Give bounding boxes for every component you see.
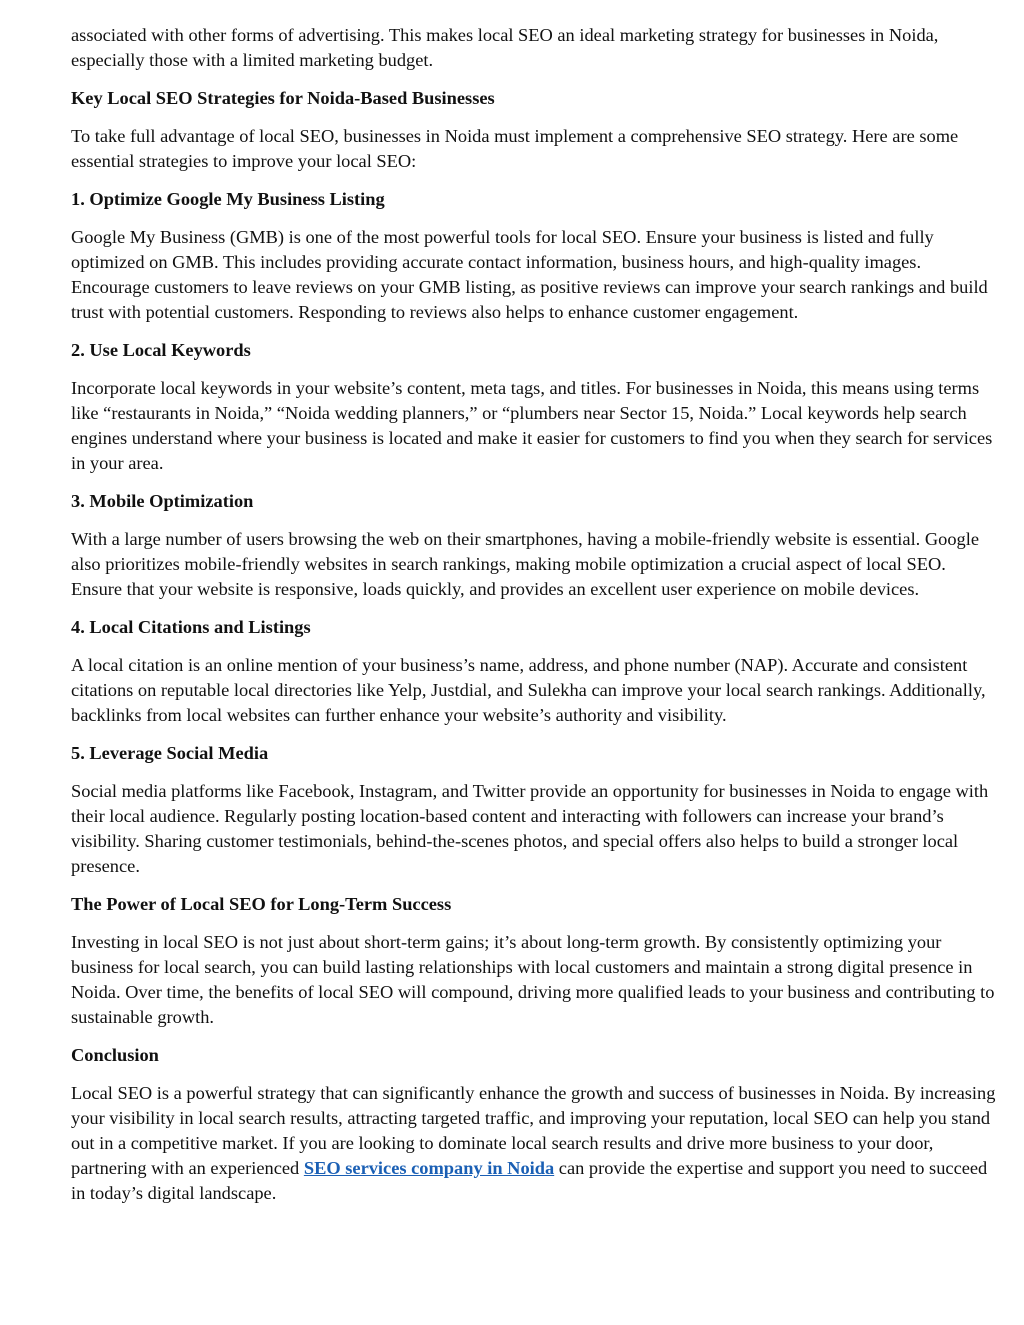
power-paragraph: Investing in local SEO is not just about short-term gains; it’s about long-term growth. By consistently optimizing your business for local search, you can build lasting relationships with local customers and maintain a strong digital presence in Noida. Over time, the benefits of local SEO will compound, driving more qualified leads to your business and contributing to sustainable growth. [71,932,995,1027]
section-body-mobile: With a large number of users browsing the web on their smartphones, having a mobile-friendly website is essential. Google also prioritizes mobile-friendly websites in search rankings, making mobile optimization a crucial aspect of local SEO. Ensure that your website is responsive, loads quickly, and provides an excellent user experience on mobile devices. [71,529,980,599]
power-heading: The Power of Local SEO for Long-Term Success [71,894,452,914]
strategies-heading: Key Local SEO Strategies for Noida-Based Businesses [71,88,495,108]
conclusion-paragraph [71,1081,1001,1206]
section-heading-mobile: 3. Mobile Optimization [71,491,254,511]
section-body-citations: A local citation is an online mention of your business’s name, address, and phone number (NAP). Accurate and consistent citations on reputable local directories like Yelp, Justdial, and Sulekha can improve your local search rankings. Additionally, backlinks from local websites can further enhance your website’s authority and visibility. [71,655,986,725]
strategies-intro-paragraph: To take full advantage of local SEO, businesses in Noida must implement a comprehensive SEO strategy. Here are some essential strategies to improve your local SEO: [71,126,959,171]
conclusion-text-before-link: Local SEO is a powerful strategy that can significantly enhance the growth and success of businesses in Noida. By increasing your visibility in local search results, attracting targeted traffic, and improving your reputation, local SEO can help you stand out in a competitive market. If you are looking to dominate local search results and drive more business to your door, partnering with an experienced [71,1083,996,1178]
section-body-keywords: Incorporate local keywords in your website’s content, meta tags, and titles. For businesses in Noida, this means using terms like “restaurants in Noida,” “Noida wedding planners,” or “plumbers near Sector 15, Noida.” Local keywords help search engines understand where your business is located and make it easier for customers to find you when they search for services in your area. [71,378,993,473]
article-body [71,23,1001,1219]
conclusion-text-after-link: can provide the expertise and support you need to succeed in today’s digital landscape. [71,1158,988,1203]
conclusion-heading: Conclusion [71,1045,159,1065]
section-body-gmb: Google My Business (GMB) is one of the most powerful tools for local SEO. Ensure your business is listed and fully optimized on GMB. This includes providing accurate contact information, business hours, and high-quality images. Encourage customers to leave reviews on your GMB listing, as positive reviews can improve your search rankings and build trust with potential customers. Responding to reviews also helps to enhance customer engagement. [71,227,988,322]
section-heading-keywords: 2. Use Local Keywords [71,340,251,360]
seo-services-link[interactable]: SEO services company in Noida [303,1158,555,1178]
section-heading-gmb: 1. Optimize Google My Business Listing [71,189,385,209]
section-heading-social: 5. Leverage Social Media [71,743,269,763]
section-heading-citations: 4. Local Citations and Listings [71,617,311,637]
intro-paragraph: associated with other forms of advertising. This makes local SEO an ideal marketing strategy for businesses in Noida, especially those with a limited marketing budget. [71,25,939,70]
section-body-social: Social media platforms like Facebook, Instagram, and Twitter provide an opportunity for businesses in Noida to engage with their local audience. Regularly posting location-based content and interacting with followers can increase your brand’s visibility. Sharing customer testimonials, behind-the-scenes photos, and special offers also helps to build a stronger local presence. [71,781,989,876]
